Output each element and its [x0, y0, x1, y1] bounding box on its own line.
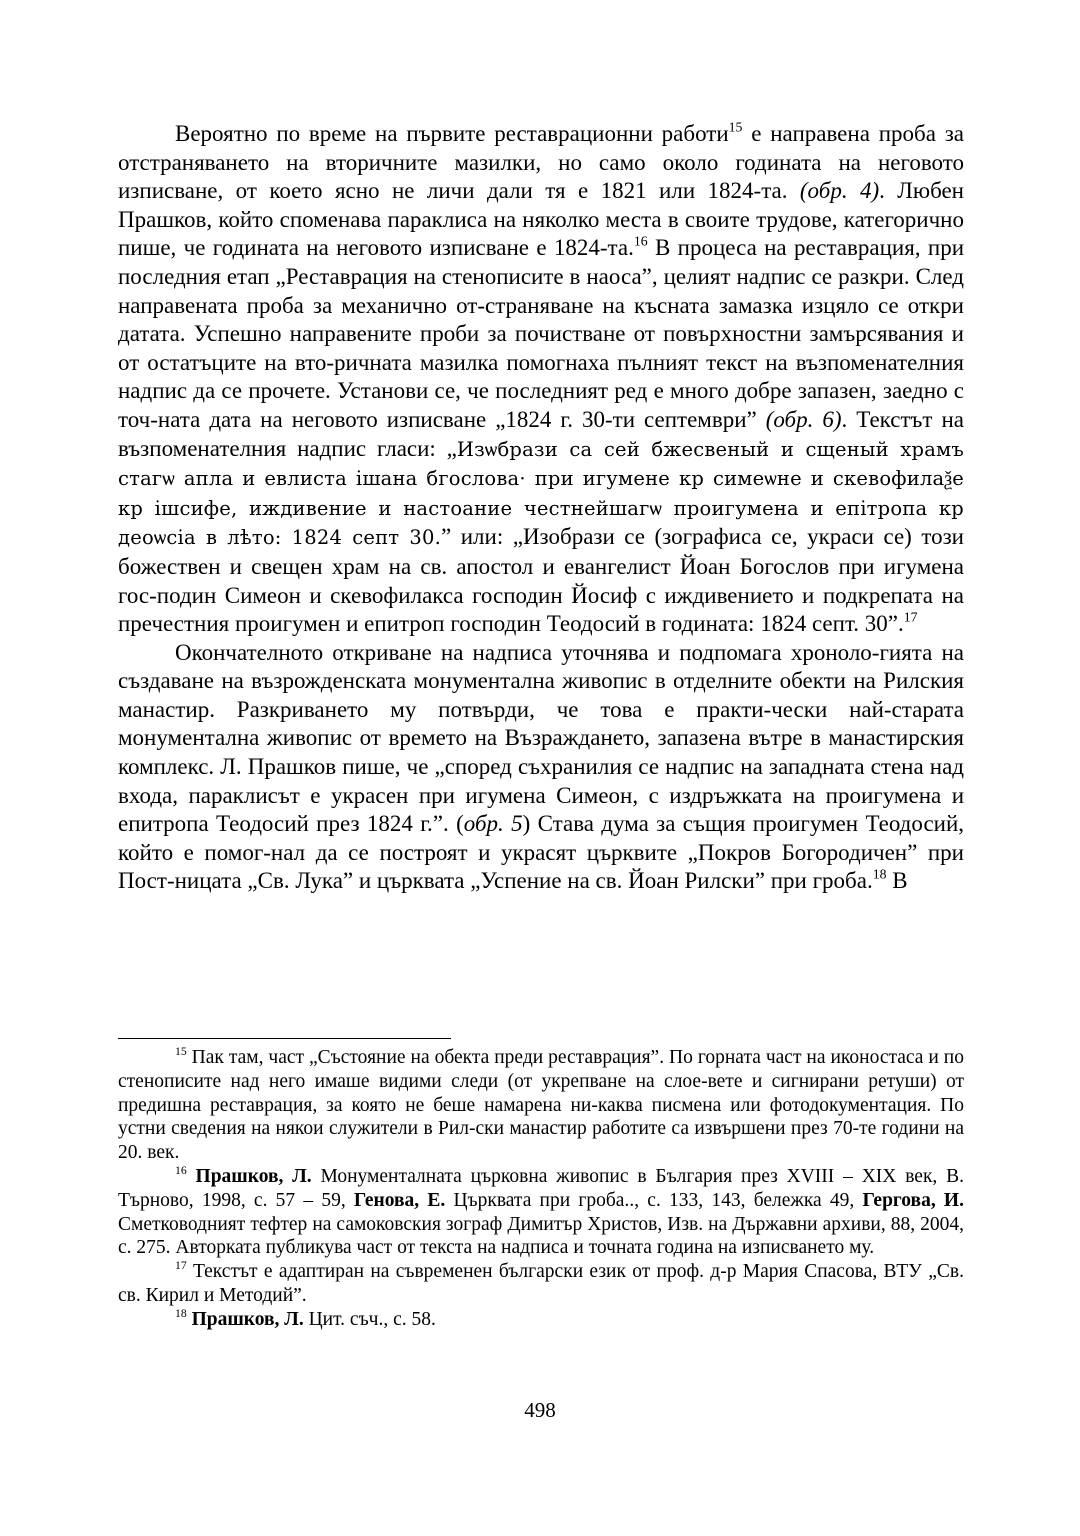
paragraph-1	[118, 120, 964, 639]
footnote-text: Сметководният тефтер на самоковския зограф Димитър Христов, Изв. на Държавни архиви, 88, 2004, с. 275. Авторката публикува част от текста на надписа и точната година на изписването му.	[118, 1213, 964, 1259]
author-name: Гергова, И.	[862, 1189, 964, 1211]
footnote-text: Цит. съч., с. 58.	[303, 1308, 436, 1330]
footnote-text: Монументалната църковна живопис в България през XVIII – XIX век, В. Търново, 1998, с. 57 – 59,	[118, 1165, 965, 1211]
footnote-number: 17	[175, 1258, 187, 1272]
text-run: ) Става дума за същия проигумен Теодосий, който е помог-нал да се построят и украсят църквите „Покров Богородичен” при Пост-ницата „Св. Лука” и църквата „Успение на св. Йоан Рилски” при гроба.	[118, 811, 965, 894]
paragraph-2	[118, 639, 964, 896]
figure-ref-4: (обр. 4)	[799, 178, 880, 204]
author-name: Генова, Е.	[353, 1189, 446, 1211]
text-run: В процеса на реставрация, при последния етап „Реставрация на стенописите в наоса”, целият надпис се разкри. След направената проба за механично от-страняване на късната замазка изцяло се откри датата. Успешно направените проби за почистване от повърхностни замърсявания и от остатъците на вто-ричната мазилка помогнаха пълният текст на възпоменателния надпис да се прочете. Установи се, че последният ред е много добре запазен, заедно с точ-ната дата на неговото изписване „1824 г. 30-ти септември”	[118, 235, 964, 432]
text-run: . Любен Прашков, който споменава параклиса на няколко места в своите трудове, категорично пише, че годината на неговото изписване е 1824-та.	[118, 178, 964, 261]
text-run: Окончателното откриване на надписа уточнява и подпомага хроноло-гията на създаване на възрожденската монументална живопис в отделните обекти на Рилския манастир. Разкриването му потвърди, че това е практи-чески най-старата монументална живопис от времето на Възраждането, запазена вътре в манастирския комплекс. Л. Прашков пише, че „според съхранилия се надпис на западната стена над входа, параклисът е украсен при игумена Симеон, с издръжката на проигумена и епитропа Теодосий през 1824 г.”. (	[118, 639, 964, 837]
text-run: е направена проба за отстраняването на вторичните мазилки, но само около годината на неговото изписване, от което ясно не личи дали тя е 1821 или 1824-та.	[118, 121, 964, 204]
text-run: В	[886, 868, 908, 894]
footnote-17	[118, 1260, 964, 1308]
footnote-text: Църквата при гроба.., с. 133, 143, бележка 49,	[445, 1189, 863, 1211]
footnote-16	[118, 1165, 964, 1260]
footnote-ref-15[interactable]: 15	[728, 119, 743, 135]
figure-ref-6: (обр. 6)	[765, 406, 842, 432]
text-run: Вероятно по време на първите реставрационни работи	[175, 121, 729, 146]
footnote-number: 18	[175, 1306, 187, 1320]
author-name: Прашков, Л.	[195, 1165, 312, 1187]
footnote-number: 15	[175, 1044, 187, 1058]
footnote-ref-17[interactable]: 17	[903, 609, 918, 625]
footnote-15	[118, 1046, 964, 1165]
footnote-ref-16[interactable]: 16	[633, 233, 648, 249]
footnote-text: Текстът е адаптиран на съвременен български език от проф. д-р Мария Спасова, ВТУ „Св. св. Кирил и Методий”.	[118, 1261, 964, 1306]
footnote-text: Пак там, част „Състояние на обекта преди реставрация”. По горната част на иконостаса и по стенописите над него имаше видими следи (от укрепване на слое-вете и сигнирани ретуши) от предишна реставрация, за която не беше намарена ни-каква писмена или фотодокументация. По устни сведения на някои служители в Рил-ски манастир работите са извършени през 70-те години на 20. век.	[118, 1047, 964, 1164]
author-name: Прашков, Л.	[191, 1308, 304, 1330]
page-number: 498	[524, 1398, 556, 1422]
footnote-separator	[118, 1038, 451, 1039]
footnotes	[118, 1046, 964, 1332]
main-text	[118, 120, 964, 896]
footnote-18	[118, 1308, 964, 1332]
figure-ref-5: обр. 5	[463, 811, 523, 837]
church-slavonic-inscription: Изѡбрази са сей бжесвеный и сщеный храмъ стагѡ апла и евлиста ішана бгослова· при игумене кр симеѡне и скевофилаѯе кр ішсифе, иждивение и настоание честнейшагѡ проигумена и епітропа кр деоѡсіа в лѣто: 1824 септ 30.	[118, 437, 964, 550]
footnote-ref-18[interactable]: 18	[872, 866, 887, 882]
text-run: ” или: „Изобрази се (зографиса се, украси се) този божествен и свещен храм на св. апостол и евангелист Йоан Богослов при игумена гос-подин Симеон и скевофилакса господин Йосиф с иждивението и подкрепата на пречестния проигумен и епитроп господин Теодосий в годината: 1824 септ. 30”.	[118, 524, 964, 637]
footnote-number: 16	[175, 1163, 187, 1177]
text-run: . Текстът на възпоменателния надпис гласи: „	[118, 406, 964, 461]
